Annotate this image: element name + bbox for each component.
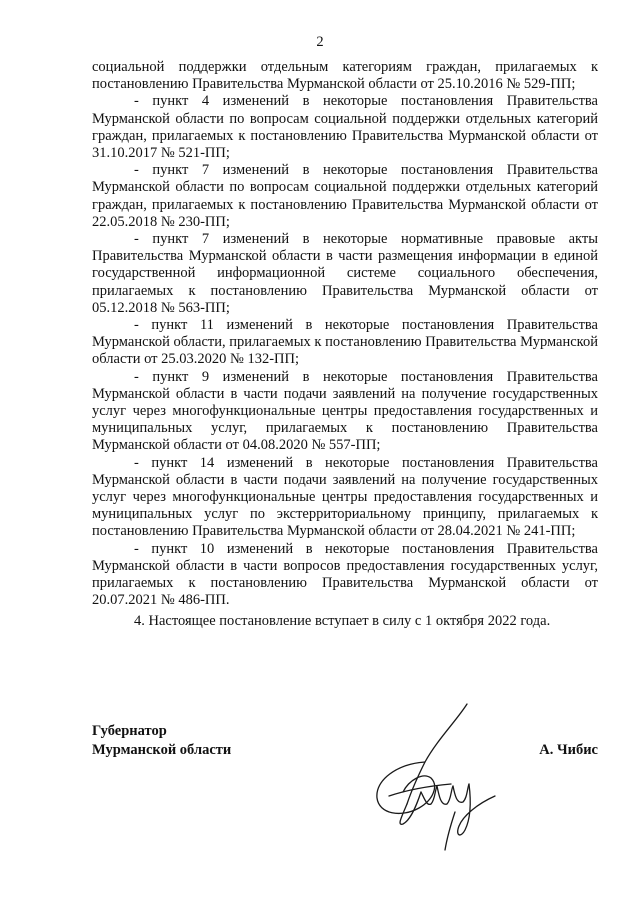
list-item-amendment: - пункт 4 изменений в некоторые постановления Правительства Мурманской области по вопросам социальной поддержки отдельных категорий граждан, прилагаемых к постановлению Правительства Мурманской области от 31.10.2017 № 521-ПП; [92, 93, 598, 162]
document-body [92, 59, 598, 630]
signer-name: А. Чибис [539, 742, 598, 758]
list-item-amendment: - пункт 10 изменений в некоторые постановления Правительства Мурманской области в части вопросов предоставления государственных услуг, прилагаемых к постановлению Правительства Мурманской области от 20.07.2021 № 486-ПП. [92, 540, 598, 609]
signer-title [92, 722, 231, 760]
signer-title-line2: Мурманской области [92, 742, 232, 758]
signer-title-line1: Губернатор [92, 723, 167, 739]
paragraph-effective-date: 4. Настоящее постановление вступает в силу с 1 октября 2022 года. [134, 612, 551, 629]
list-item-amendment: - пункт 14 изменений в некоторые постановления Правительства Мурманской области в части подачи заявлений на получение государственных услуг через многофункциональные центры предоставления государственных и муниципальных услуг по экстерриториальному принципу, прилагаемых к постановлению Правительства Мурманской области от 28.04.2021 № 241-ПП; [92, 454, 598, 540]
list-item-amendment: - пункт 11 изменений в некоторые постановления Правительства Мурманской области, прилагаемых к постановлению Правительства Мурманской области от 25.03.2020 № 132-ПП; [92, 317, 598, 368]
paragraph-continuation: социальной поддержки отдельным категориям граждан, прилагаемых к постановлению Правительства Мурманской области от 25.10.2016 № 529-ПП; [92, 59, 598, 93]
list-item-amendment: - пункт 7 изменений в некоторые постановления Правительства Мурманской области по вопросам социальной поддержки отдельных категорий граждан, прилагаемых к постановлению Правительства Мурманской области от 22.05.2018 № 230-ПП; [92, 162, 598, 230]
signature-block [92, 718, 598, 858]
page-number: 2 [316, 34, 324, 50]
list-item-amendment: - пункт 9 изменений в некоторые постановления Правительства Мурманской области в части подачи заявлений на получение государственных услуг через многофункциональные центры предоставления государственных и муниципальных услуг, прилагаемых к постановлению Правительства Мурманской области от 04.08.2020 № 557-ПП; [92, 368, 598, 454]
handwritten-signature-icon [367, 700, 507, 855]
list-item-amendment: - пункт 7 изменений в некоторые нормативные правовые акты Правительства Мурманской области в части размещения информации в единой государственной информационной системе социального обеспечения, прилагаемых к постановлению Правительства Мурманской области от 05.12.2018 № 563-ПП; [92, 231, 598, 316]
